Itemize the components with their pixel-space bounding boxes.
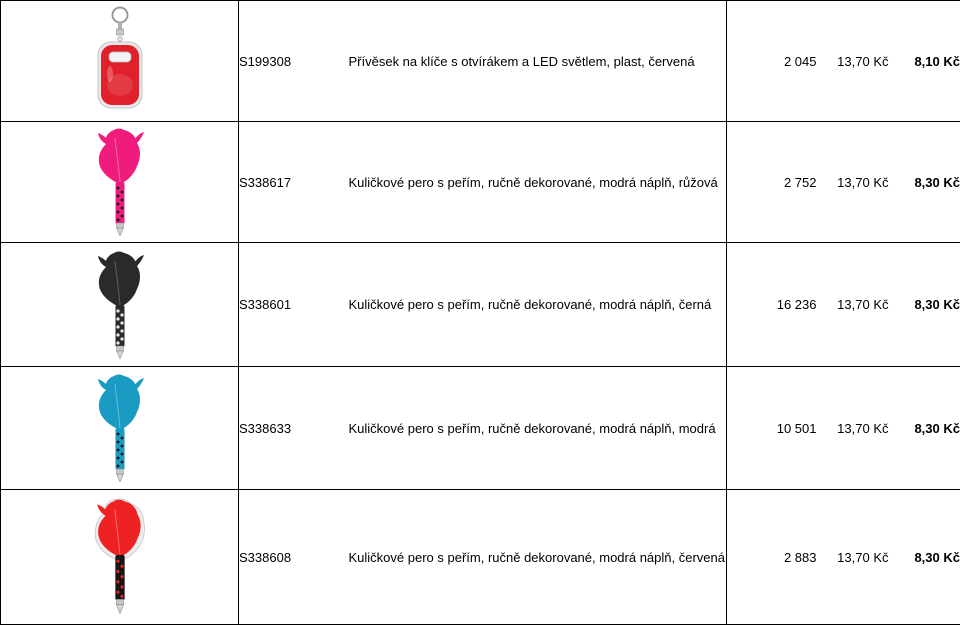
feather-pen-icon (90, 126, 150, 238)
product-code: S338601 (239, 243, 349, 367)
product-sale-price: 8,30 Kč (889, 122, 960, 243)
product-price: 13,70 Kč (817, 243, 889, 367)
product-price: 13,70 Kč (817, 367, 889, 490)
product-quantity: 2 883 (727, 490, 817, 625)
product-description: Kuličkové pero s peřím, ručně dekorované, modrá náplň, růžová (349, 122, 727, 243)
product-sale-price: 8,30 Kč (889, 367, 960, 490)
product-price: 13,70 Kč (817, 122, 889, 243)
feather-pen-icon (90, 249, 150, 361)
product-sale-price: 8,10 Kč (889, 1, 960, 122)
product-sale-price: 8,30 Kč (889, 490, 960, 625)
product-price: 13,70 Kč (817, 490, 889, 625)
product-description: Kuličkové pero s peřím, ručně dekorované, modrá náplň, červená (349, 490, 727, 625)
table-row (1, 122, 960, 243)
product-price: 13,70 Kč (817, 1, 889, 122)
table-row (1, 367, 960, 490)
product-description: Kuličkové pero s peřím, ručně dekorované, modrá náplň, modrá (349, 367, 727, 490)
keychain-bottle-opener-icon (90, 6, 150, 116)
product-quantity: 16 236 (727, 243, 817, 367)
product-image-cell (1, 1, 239, 122)
table-row (1, 1, 960, 122)
product-code: S338617 (239, 122, 349, 243)
product-description: Kuličkové pero s peřím, ručně dekorované, modrá náplň, černá (349, 243, 727, 367)
product-image-cell (1, 367, 239, 490)
product-image-cell (1, 243, 239, 367)
product-code: S338633 (239, 367, 349, 490)
product-image-cell (1, 490, 239, 625)
product-sale-price: 8,30 Kč (889, 243, 960, 367)
product-description: Přívěsek na klíče s otvírákem a LED světlem, plast, červená (349, 1, 727, 122)
product-quantity: 2 752 (727, 122, 817, 243)
table-row (1, 490, 960, 625)
product-quantity: 2 045 (727, 1, 817, 122)
product-code: S199308 (239, 1, 349, 122)
product-image-cell (1, 122, 239, 243)
table-row (1, 243, 960, 367)
feather-pen-icon (90, 372, 150, 484)
product-code: S338608 (239, 490, 349, 625)
feather-pen-icon (89, 497, 151, 617)
product-quantity: 10 501 (727, 367, 817, 490)
